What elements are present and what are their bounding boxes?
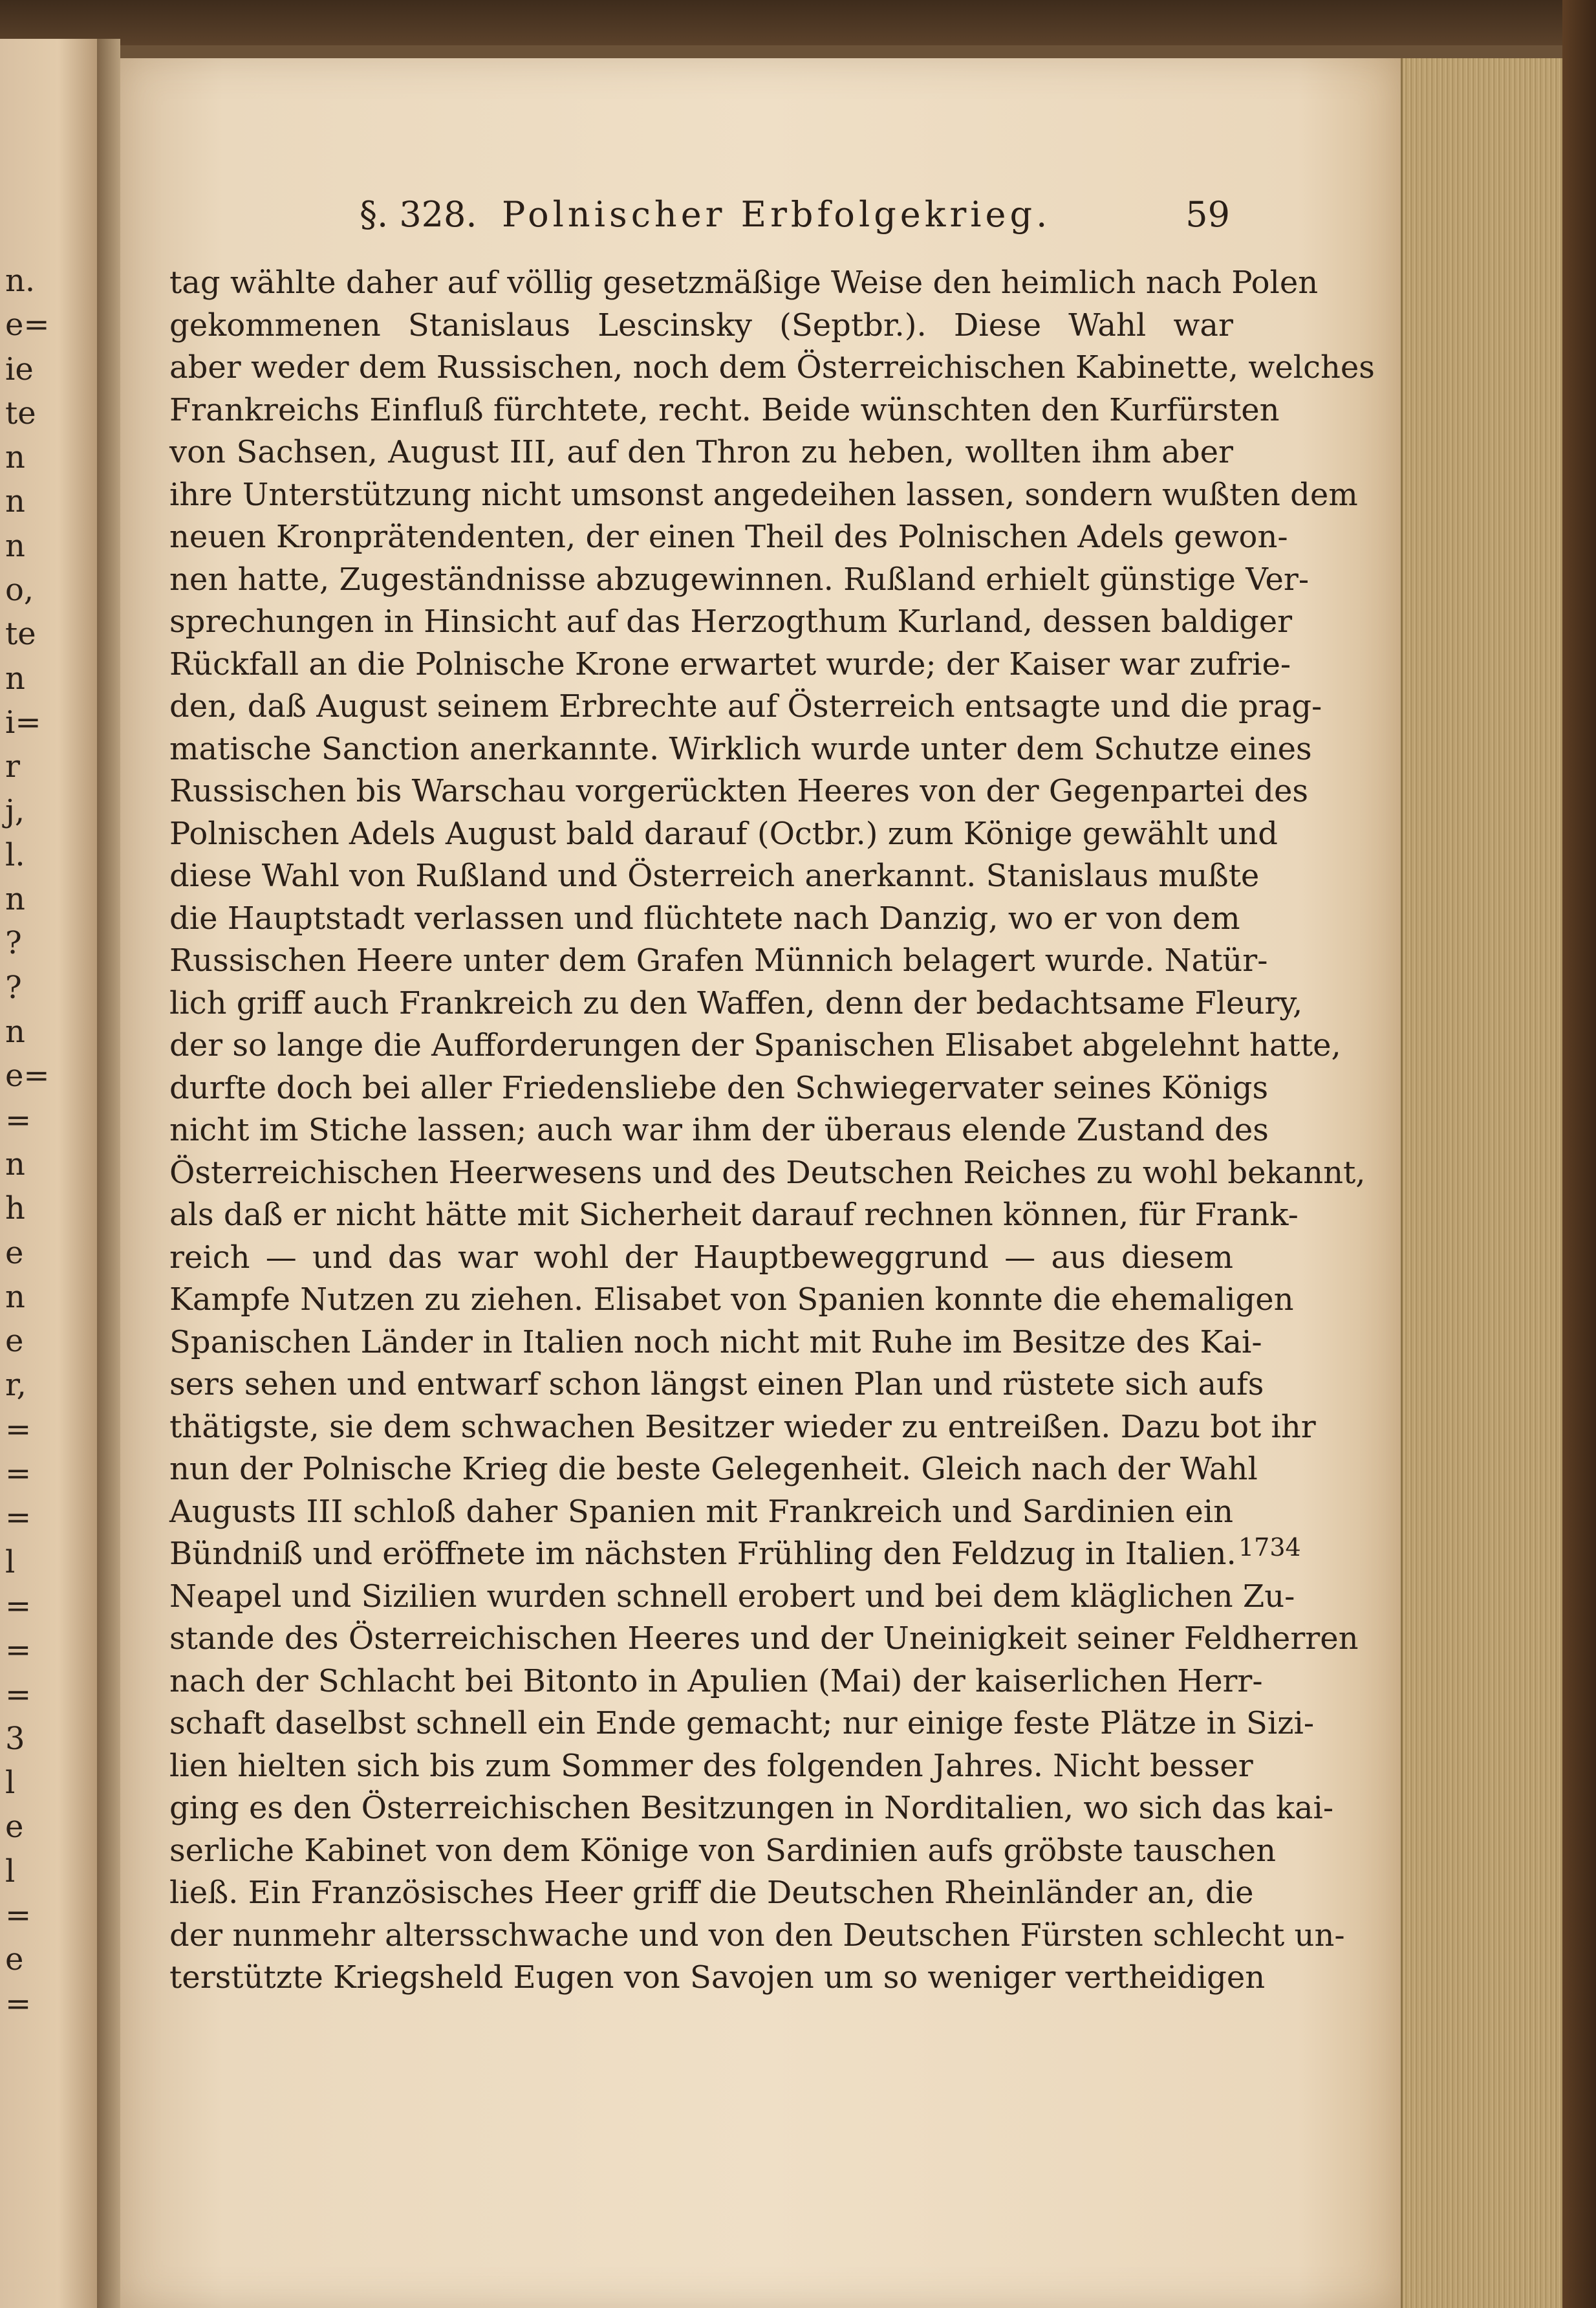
left-page-fragment: r — [5, 748, 20, 785]
left-page-fragment: n — [5, 439, 25, 476]
book-cover — [1562, 0, 1596, 2308]
left-page-fragment: h — [5, 1190, 25, 1227]
left-page-edge — [0, 39, 97, 2308]
left-page-fragments — [5, 259, 76, 2026]
left-page-fragment: n — [5, 1014, 25, 1051]
left-page-fragment: l — [5, 1543, 16, 1580]
text-line: Augusts III schloß daher Spanien mit Frankreich und Sardinien ein — [169, 1493, 1233, 1530]
text-line: Bündniß und eröffnete im nächsten Frühling den Feldzug in Italien. — [169, 1536, 1236, 1572]
background-top — [0, 0, 1596, 45]
page-block-edges — [1401, 58, 1564, 2308]
book-gutter — [97, 39, 120, 2308]
left-page-fragment: ie — [5, 351, 34, 387]
left-page-fragment: e — [5, 1941, 24, 1978]
left-page-fragment: r, — [5, 1367, 27, 1404]
text-line: schaft daselbst schnell ein Ende gemacht; nur einige feste Plätze in Sizi- — [169, 1705, 1315, 1741]
left-page-fragment: l. — [5, 836, 25, 873]
left-page-fragment: te — [5, 395, 36, 431]
left-page-fragment: n — [5, 1278, 25, 1315]
left-page-fragment: l — [5, 1765, 16, 1802]
text-line: diese Wahl von Rußland und Österreich anerkannt. Stanislaus mußte — [169, 858, 1260, 894]
text-line: tag wählte daher auf völlig gesetzmäßige Weise den heimlich nach Polen — [169, 265, 1319, 301]
text-line: ging es den Österreichischen Besitzungen in Norditalien, wo sich das kai- — [169, 1790, 1334, 1826]
left-page-fragment: te — [5, 616, 36, 653]
left-page-fragment: = — [5, 1897, 32, 1933]
left-page-fragment: = — [5, 1985, 32, 2022]
left-page-fragment: = — [5, 1455, 32, 1492]
text-line: thätigste, sie dem schwachen Besitzer wieder zu entreißen. Dazu bot ihr — [169, 1408, 1316, 1445]
text-line: nach der Schlacht bei Bitonto in Apulien (Mai) der kaiserlichen Herr- — [169, 1662, 1263, 1699]
text-line: ihre Unterstützung nicht umsonst angedeihen lassen, sondern wußten dem — [169, 476, 1358, 513]
left-page-fragment: l — [5, 1853, 16, 1889]
text-line: als daß er nicht hätte mit Sicherheit darauf rechnen können, für Frank- — [169, 1197, 1299, 1233]
left-page-fragment: e= — [5, 307, 50, 343]
text-line: Russischen bis Warschau vorgerückten Heeres von der Gegenpartei des — [169, 773, 1308, 809]
text-line: terstützte Kriegsheld Eugen von Savojen um so weniger vertheidigen — [169, 1959, 1266, 1996]
left-page-fragment: i= — [5, 704, 41, 741]
text-line: lich griff auch Frankreich zu den Waffen, denn der bedachtsame Fleury, — [169, 985, 1303, 1021]
left-page-fragment: e — [5, 1234, 24, 1271]
left-page-fragment: n — [5, 483, 25, 520]
text-line: den, daß August seinem Erbrechte auf Österreich entsagte und die prag- — [169, 688, 1322, 724]
chapter-title: Polnischer Erbfolgekrieg. — [502, 194, 1051, 235]
left-page-fragment: ? — [5, 969, 22, 1006]
left-page-fragment: n — [5, 881, 25, 918]
text-line: Neapel und Sizilien wurden schnell erobert und bei dem kläglichen Zu- — [169, 1578, 1295, 1615]
left-page-fragment: e — [5, 1809, 24, 1845]
left-page-fragment: n. — [5, 263, 36, 299]
text-line: Kampfe Nutzen zu ziehen. Elisabet von Spanien konnte die ehemaligen — [169, 1281, 1294, 1318]
text-line: der so lange die Aufforderungen der Spanischen Elisabet abgelehnt hatte, — [169, 1027, 1341, 1063]
text-line: Frankreichs Einfluß fürchtete, recht. Beide wünschten den Kurfürsten — [169, 391, 1280, 428]
text-line: von Sachsen, August III, auf den Thron zu heben, wollten ihm aber — [169, 434, 1233, 470]
text-line: Polnischen Adels August bald darauf (Octbr.) zum Könige gewählt und — [169, 815, 1278, 852]
text-line: nen hatte, Zugeständnisse abzugewinnen. Rußland erhielt günstige Ver- — [169, 561, 1310, 598]
text-line: Österreichischen Heerwesens und des Deutschen Reiches zu wohl bekannt, — [169, 1154, 1366, 1191]
left-page-fragment: = — [5, 1411, 32, 1448]
text-line: Spanischen Länder in Italien noch nicht mit Ruhe im Besitze des Kai- — [169, 1323, 1262, 1360]
text-line: stande des Österreichischen Heeres und der Uneinigkeit seiner Feldherren — [169, 1620, 1359, 1657]
left-page-fragment: n — [5, 1146, 25, 1182]
text-line: gekommenen Stanislaus Lescinsky (Septbr.). Diese Wahl war — [169, 307, 1233, 343]
text-line: sers sehen und entwarf schon längst einen Plan und rüstete sich aufs — [169, 1366, 1264, 1402]
left-page-fragment: o, — [5, 572, 34, 609]
left-page-fragment: = — [5, 1632, 32, 1669]
section-number: §. 328. — [360, 194, 477, 235]
text-line: aber weder dem Russischen, noch dem Österreichischen Kabinette, welches — [169, 349, 1375, 386]
left-page-fragment: = — [5, 1102, 32, 1138]
text-line: lien hielten sich bis zum Sommer des folgenden Jahres. Nicht besser — [169, 1747, 1253, 1784]
text-line: nun der Polnische Krieg die beste Gelegenheit. Gleich nach der Wahl — [169, 1451, 1258, 1487]
text-line: Russischen Heere unter dem Grafen Münnich belagert wurde. Natür- — [169, 942, 1268, 979]
left-page-fragment: j, — [5, 792, 25, 829]
text-line: reich — und das war wohl der Hauptbeweggrund — aus diesem — [169, 1239, 1233, 1276]
text-line: der nunmehr altersschwache und von den Deutschen Fürsten schlecht un- — [169, 1917, 1345, 1954]
left-page-fragment: = — [5, 1676, 32, 1713]
text-line: die Hauptstadt verlassen und flüchtete nach Danzig, wo er von dem — [169, 900, 1240, 937]
text-line: durfte doch bei aller Friedensliebe den Schwiegervater seines Königs — [169, 1069, 1269, 1106]
page-number: 59 — [1185, 194, 1230, 235]
left-page-fragment: = — [5, 1587, 32, 1624]
left-page-fragment: ? — [5, 925, 22, 962]
text-line: nicht im Stiche lassen; auch war ihm der überaus elende Zustand des — [169, 1112, 1269, 1148]
margin-year-note: 1734 — [1238, 1533, 1301, 1562]
running-header — [360, 194, 1230, 239]
left-page-fragment: n — [5, 527, 25, 564]
text-line: ließ. Ein Französisches Heer griff die Deutschen Rheinländer an, die — [169, 1875, 1254, 1911]
text-line: Rückfall an die Polnische Krone erwartet wurde; der Kaiser war zufrie- — [169, 646, 1291, 682]
left-page-fragment: e= — [5, 1058, 50, 1094]
text-line: neuen Kronprätendenten, der einen Theil des Polnischen Adels gewon- — [169, 519, 1288, 555]
text-line: sprechungen in Hinsicht auf das Herzogthum Kurland, dessen baldiger — [169, 604, 1293, 640]
text-line: matische Sanction anerkannte. Wirklich wurde unter dem Schutze eines — [169, 730, 1312, 767]
left-page-fragment: 3 — [5, 1720, 25, 1757]
left-page-fragment: n — [5, 660, 25, 697]
left-page-fragment: = — [5, 1499, 32, 1536]
left-page-fragment: e — [5, 1323, 24, 1360]
text-line: serliche Kabinet von dem Könige von Sardinien aufs gröbste tauschen — [169, 1832, 1276, 1869]
